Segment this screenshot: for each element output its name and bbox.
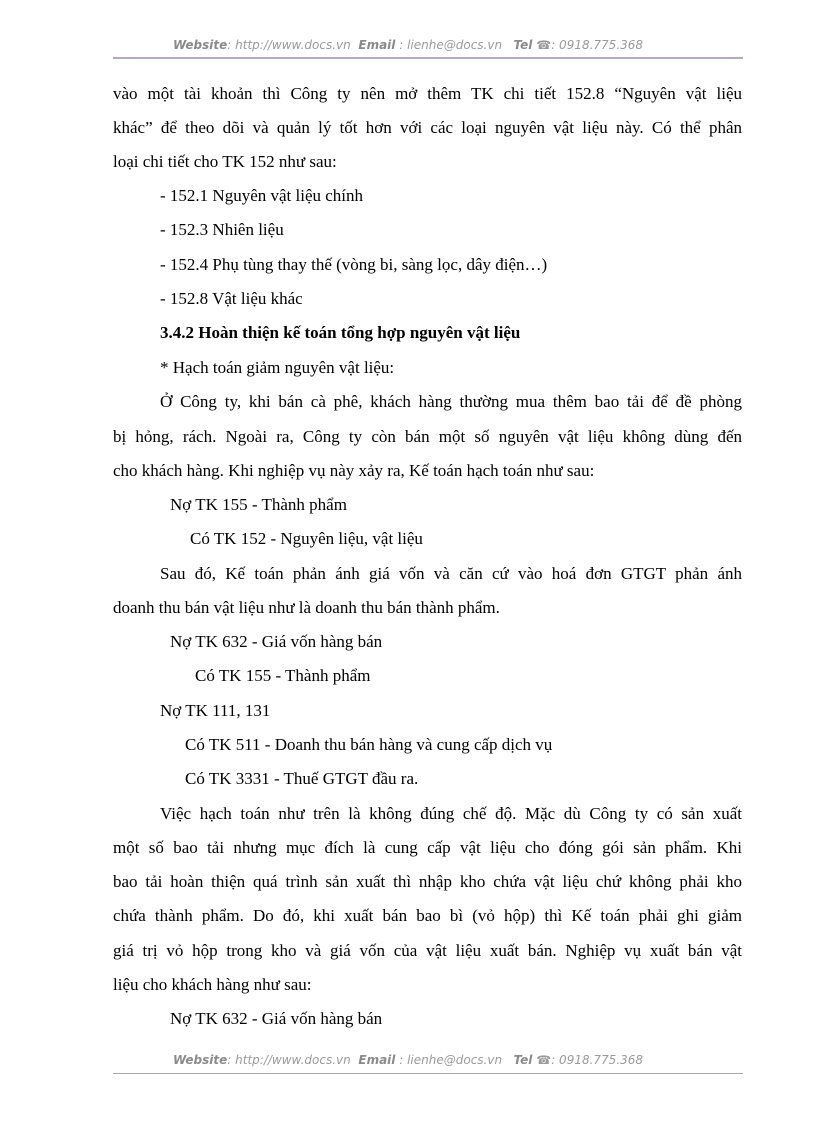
paragraph-line: bao tải hoàn thiện quá trình sản xuất thì nhập kho chứa vật liệu chứ không phải kho xyxy=(113,872,742,891)
journal-entry: Có TK 155 - Thành phẩm xyxy=(195,666,371,685)
paragraph-line: một số bao tải nhưng mục đích là cung cấp vật liệu cho đóng gói sản phẩm. Khi xyxy=(113,838,742,857)
email-label: Email xyxy=(358,1053,396,1067)
phone-icon: ☎ xyxy=(536,38,552,52)
paragraph-line: loại chi tiết cho TK 152 như sau: xyxy=(113,152,337,171)
paragraph-line: vào một tài khoản thì Công ty nên mở thêm TK chi tiết 152.8 “Nguyên vật liệu xyxy=(113,84,742,103)
paragraph-line: bị hỏng, rách. Ngoài ra, Công ty còn bán một số nguyên vật liệu không dùng đến xyxy=(113,427,742,446)
journal-entry: Nợ TK 155 - Thành phẩm xyxy=(170,495,347,514)
journal-entry: Nợ TK 632 - Giá vốn hàng bán xyxy=(170,632,383,651)
paragraph-line: khác” để theo dõi và quản lý tốt hơn với các loại nguyên vật liệu này. Có thể phân xyxy=(113,118,742,137)
website-label: Website xyxy=(172,1053,228,1067)
header-rule xyxy=(113,57,743,59)
list-item: - 152.3 Nhiên liệu xyxy=(160,220,284,239)
journal-entry: Nợ TK 632 - Giá vốn hàng bán xyxy=(170,1009,383,1028)
section-heading: 3.4.2 Hoàn thiện kế toán tổng hợp nguyên vật liệu xyxy=(160,323,521,342)
website-url[interactable]: : http://www.docs.vn xyxy=(227,38,351,52)
tel-number: : 0918.775.368 xyxy=(551,1053,644,1067)
footer-rule xyxy=(113,1073,743,1074)
paragraph-line: Ở Công ty, khi bán cà phê, khách hàng thường mua thêm bao tải để đề phòng xyxy=(160,392,742,411)
paragraph-line: Việc hạch toán như trên là không đúng chế độ. Mặc dù Công ty có sản xuất xyxy=(160,804,742,823)
page-footer xyxy=(0,1053,816,1067)
website-label: Website xyxy=(172,38,228,52)
paragraph-line: Sau đó, Kế toán phản ánh giá vốn và căn cứ vào hoá đơn GTGT phản ánh xyxy=(160,564,742,583)
website-url[interactable]: : http://www.docs.vn xyxy=(227,1053,351,1067)
email-address[interactable]: : lienhe@docs.vn xyxy=(399,38,503,52)
journal-entry: Có TK 511 - Doanh thu bán hàng và cung cấp dịch vụ xyxy=(185,735,553,754)
list-item: - 152.1 Nguyên vật liệu chính xyxy=(160,186,364,205)
email-label: Email xyxy=(358,38,396,52)
tel-label: Tel xyxy=(513,1053,533,1067)
list-item: - 152.8 Vật liệu khác xyxy=(160,289,303,308)
paragraph-line: doanh thu bán vật liệu như là doanh thu bán thành phẩm. xyxy=(113,598,500,617)
journal-entry: Có TK 3331 - Thuế GTGT đầu ra. xyxy=(185,769,419,788)
tel-number: : 0918.775.368 xyxy=(551,38,644,52)
email-address[interactable]: : lienhe@docs.vn xyxy=(399,1053,503,1067)
journal-entry: Có TK 152 - Nguyên liệu, vật liệu xyxy=(190,529,423,548)
paragraph-line: liệu cho khách hàng như sau: xyxy=(113,975,312,994)
paragraph-line: cho khách hàng. Khi nghiệp vụ này xảy ra, Kế toán hạch toán như sau: xyxy=(113,461,595,480)
page-header xyxy=(0,38,816,52)
tel-label: Tel xyxy=(513,38,533,52)
list-item: - 152.4 Phụ tùng thay thế (vòng bi, sàng lọc, dây điện…) xyxy=(160,255,548,274)
subheading: * Hạch toán giảm nguyên vật liệu: xyxy=(160,358,395,377)
paragraph-line: chứa thành phẩm. Do đó, khi xuất bán bao bì (vỏ hộp) thì Kế toán phải ghi giảm xyxy=(113,906,742,925)
paragraph-line: giá trị vỏ hộp trong kho và giá vốn của vật liệu xuất bán. Nghiệp vụ xuất bán vật xyxy=(113,941,742,960)
phone-icon: ☎ xyxy=(536,1053,552,1067)
journal-entry: Nợ TK 111, 131 xyxy=(160,701,271,720)
